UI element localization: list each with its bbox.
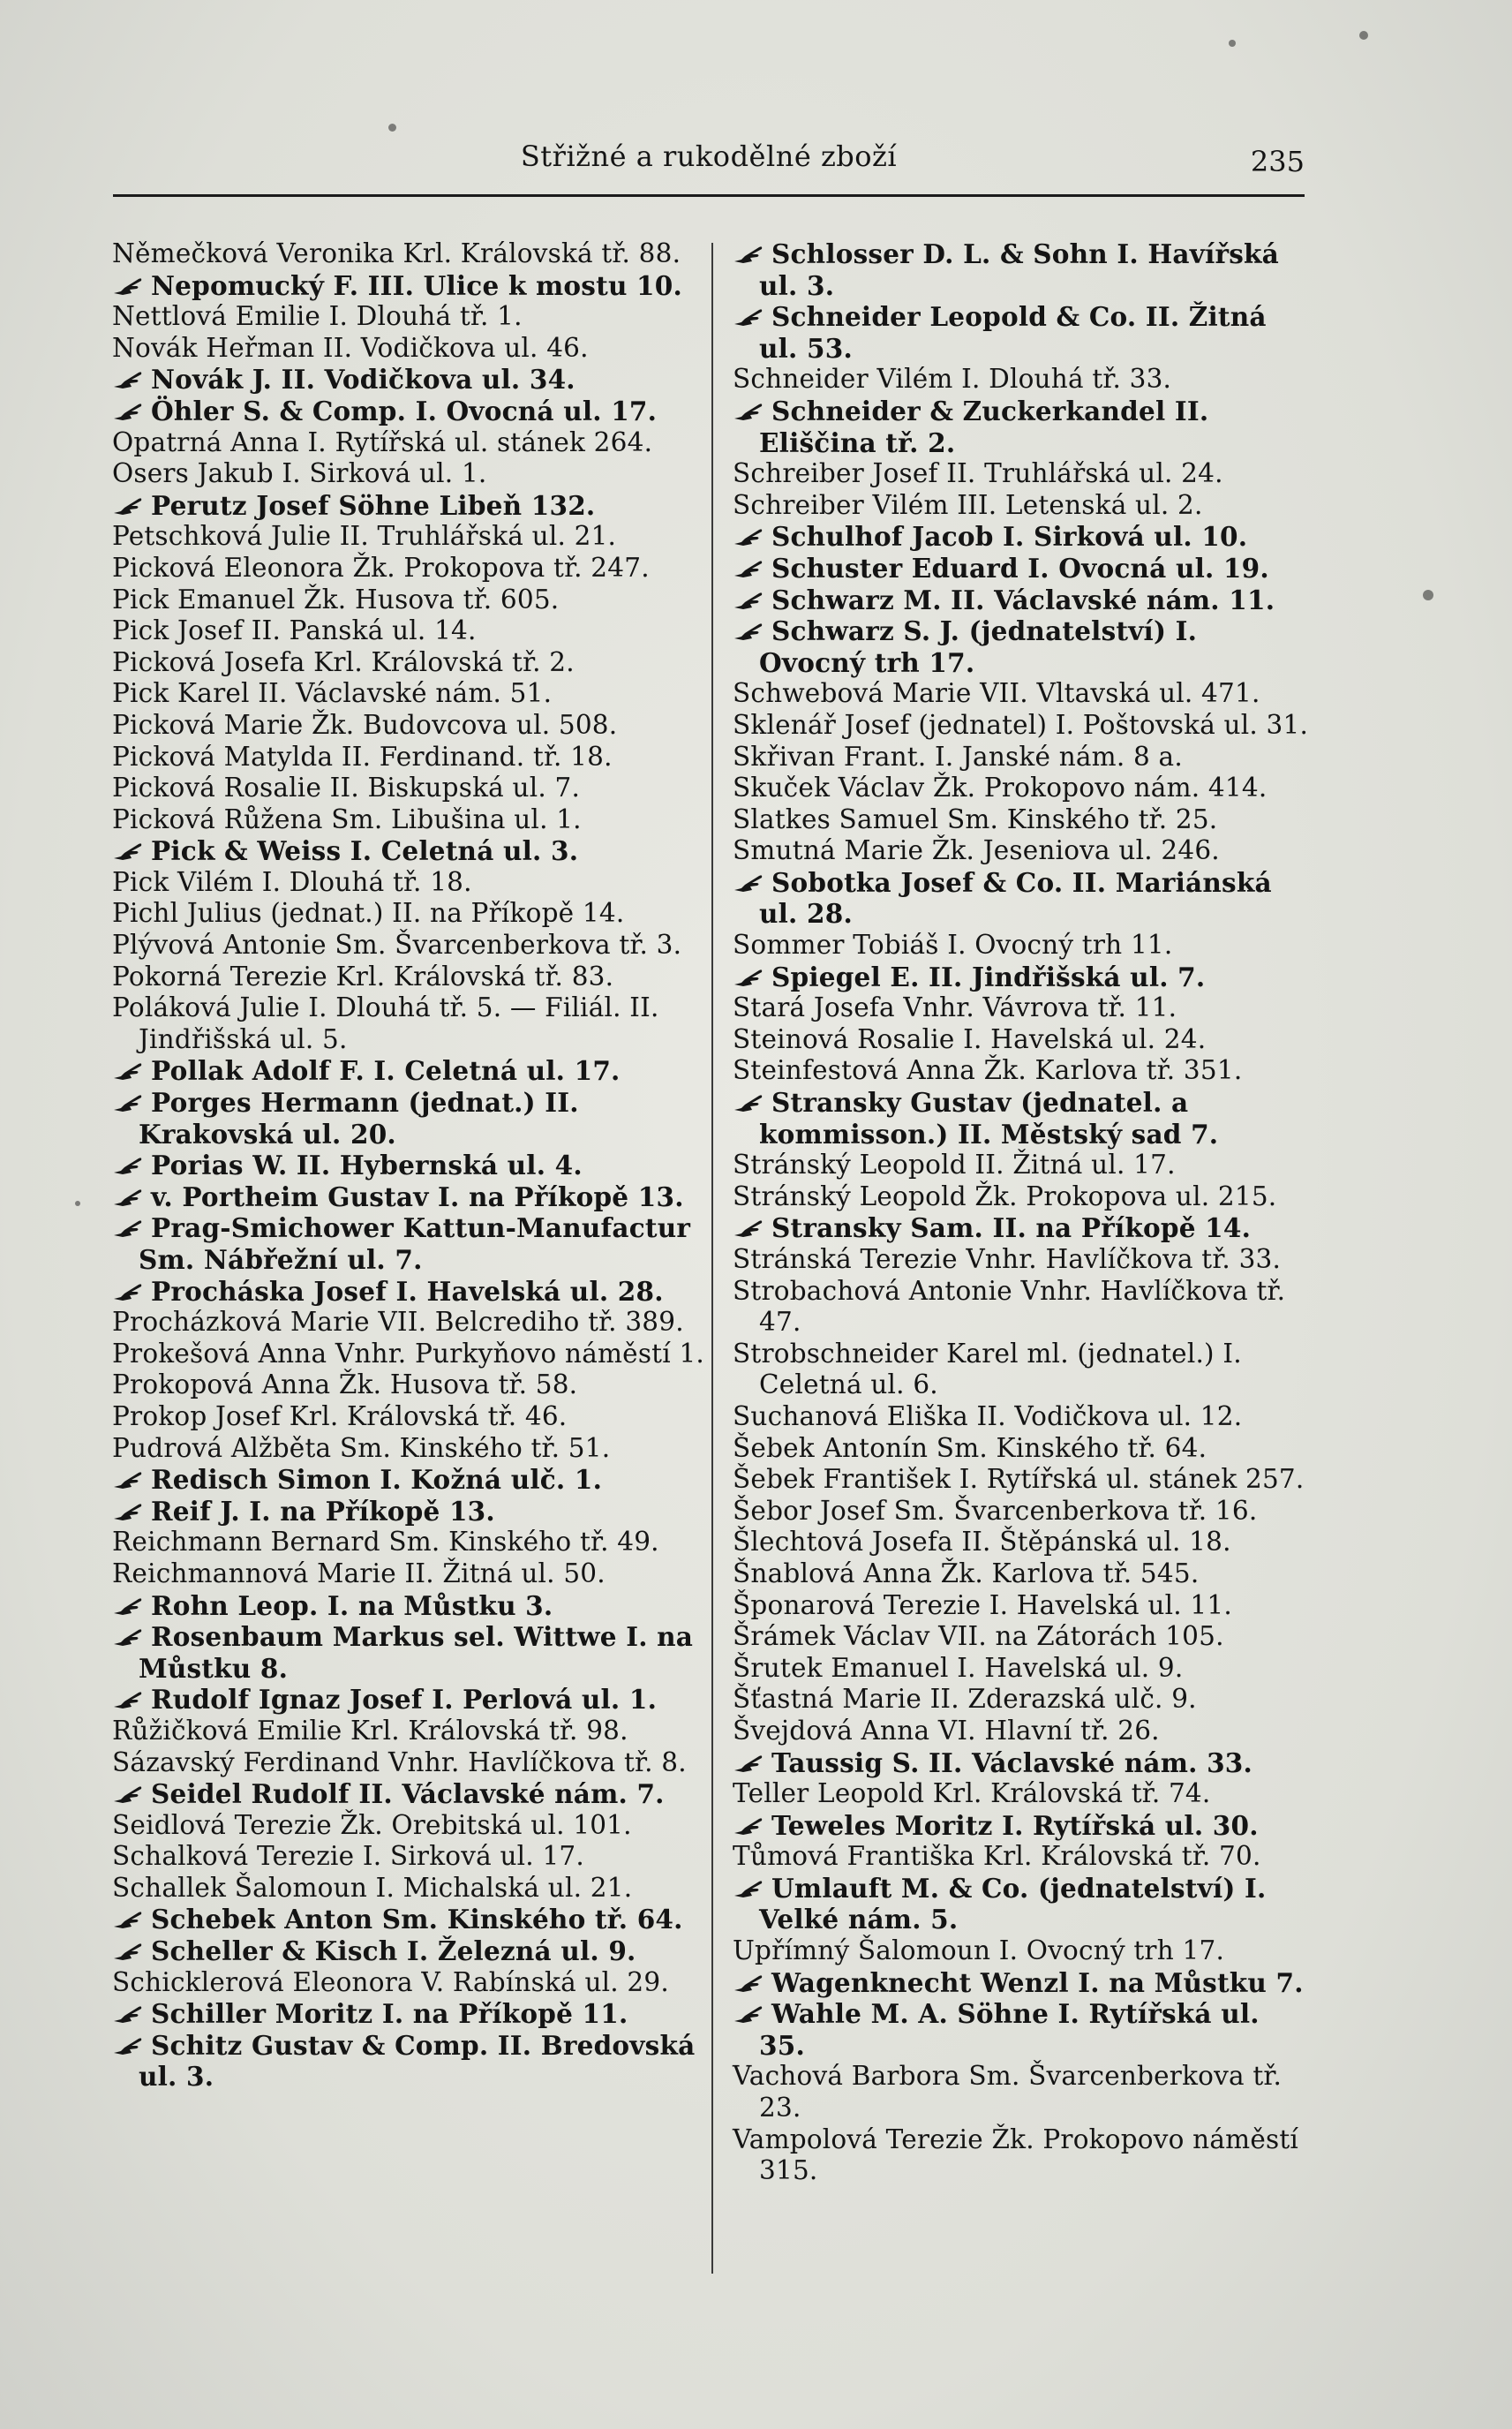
directory-entry: [112, 835, 708, 867]
entry-text: Rosenbaum Markus sel. Wittwe I. na Můstku 8.: [139, 1621, 694, 1684]
pointing-hand-icon: [112, 1060, 146, 1082]
directory-entry: [112, 1998, 708, 2030]
directory-entry: [112, 992, 708, 1055]
entry-text: Skuček Václav Žk. Prokopovo nám. 414.: [733, 773, 1268, 803]
pointing-hand-icon: [112, 1595, 146, 1617]
pointing-hand-icon: [112, 1941, 146, 1962]
entry-text: Sázavský Ferdinand Vnhr. Havlíčkova tř. 8.: [112, 1746, 687, 1777]
directory-entry: [112, 521, 708, 553]
entry-text: Osers Jakub I. Sirková ul. 1.: [112, 458, 487, 489]
entry-text: Pudrová Alžběta Sm. Kinského tř. 51.: [112, 1432, 611, 1463]
entry-text: Šrutek Emanuel I. Havelská ul. 9.: [733, 1652, 1184, 1683]
entry-text: Petschková Julie II. Truhlářská ul. 21.: [112, 521, 617, 552]
entry-text: Schulhof Jacob I. Sirková ul. 10.: [771, 521, 1248, 553]
entry-text: Smutná Marie Žk. Jeseniova ul. 246.: [733, 835, 1220, 866]
directory-entry: [733, 458, 1311, 490]
page-header: [113, 132, 1305, 197]
directory-entry: [733, 301, 1311, 364]
entry-text: Schneider Leopold & Co. II. Žitná ul. 53.: [759, 301, 1267, 364]
entry-text: Reichmannová Marie II. Žitná ul. 50.: [112, 1558, 606, 1588]
directory-entry: [733, 1181, 1311, 1213]
directory-entry: [733, 1716, 1311, 1747]
directory-entry: [112, 1276, 708, 1308]
directory-entry: [733, 1841, 1311, 1873]
directory-entry: [112, 427, 708, 459]
entry-text: Schreiber Vilém III. Letenská ul. 2.: [733, 489, 1203, 520]
entry-text: Pick Vilém I. Dlouhá tř. 18.: [112, 866, 472, 897]
directory-entry: [733, 1873, 1311, 1935]
entry-text: Strobachová Antonie Vnhr. Havlíčkova tř. 47.: [733, 1275, 1286, 1338]
entry-text: Picková Matylda II. Ferdinand. tř. 18.: [112, 741, 613, 772]
directory-entry: [112, 301, 708, 333]
directory-entry: [112, 458, 708, 490]
page-number: 235: [1250, 145, 1305, 178]
directory-entry: [112, 615, 708, 647]
directory-entry: [112, 930, 708, 962]
print-speck: [75, 1201, 80, 1206]
entry-text: Reichmann Bernard Sm. Kinského tř. 49.: [112, 1527, 659, 1558]
directory-entry: [733, 1747, 1311, 1779]
directory-entry: [112, 1778, 708, 1810]
directory-entry: [733, 1055, 1311, 1087]
directory-entry: [733, 930, 1311, 962]
directory-entry: [112, 773, 708, 804]
directory-entry: [733, 867, 1311, 930]
directory-entry: [733, 773, 1311, 804]
entry-text: Schwebová Marie VII. Vltavská ul. 471.: [733, 678, 1260, 709]
directory-entry: [733, 1496, 1311, 1528]
pointing-hand-icon: [112, 1218, 146, 1239]
entry-text: Nepomucký F. III. Ulice k mostu 10.: [151, 269, 682, 301]
pointing-hand-icon: [733, 401, 766, 422]
directory-entry: [112, 333, 708, 365]
entry-text: Růžičková Emilie Krl. Královská tř. 98.: [112, 1715, 628, 1746]
print-speck: [388, 124, 396, 132]
entry-text: Teller Leopold Krl. Královská tř. 74.: [733, 1778, 1211, 1809]
directory-entry: [112, 1307, 708, 1339]
directory-entry: [112, 1339, 708, 1370]
entry-text: Schuster Eduard I. Ovocná ul. 19.: [771, 552, 1269, 584]
directory-entry: [112, 1558, 708, 1590]
entry-text: Picková Marie Žk. Budovcova ul. 508.: [112, 709, 618, 740]
directory-entry: [112, 1212, 708, 1275]
entry-text: Plývová Antonie Sm. Švarcenberkova tř. 3.: [112, 930, 682, 961]
directory-entry: [112, 1810, 708, 1842]
page-title: Střižné a rukodělné zboží: [520, 140, 898, 173]
entry-text: Šebek Antonín Sm. Kinského tř. 64.: [733, 1432, 1207, 1463]
entry-text: Šlechtová Josefa II. Štěpánská ul. 18.: [733, 1527, 1231, 1558]
pointing-hand-icon: [112, 1469, 146, 1490]
entry-text: Schalková Terezie I. Sirková ul. 17.: [112, 1841, 584, 1872]
entry-text: Schneider & Zuckerkandel II. Eliščina tř. 2.: [759, 395, 1209, 458]
directory-entry: [733, 1684, 1311, 1716]
pointing-hand-icon: [112, 369, 146, 390]
entry-text: Opatrná Anna I. Rytířská ul. stánek 264.: [112, 426, 653, 457]
directory-entry: [733, 1590, 1311, 1622]
entry-text: Rudolf Ignaz Josef I. Perlová ul. 1.: [151, 1684, 658, 1716]
entry-text: Schallek Šalomoun I. Michalská ul. 21.: [112, 1872, 633, 1903]
directory-entry: [112, 1433, 708, 1465]
directory-entry: [112, 804, 708, 836]
pointing-hand-icon: [733, 306, 766, 328]
directory-entry: [733, 1810, 1311, 1842]
print-speck: [1423, 590, 1433, 600]
entry-text: Sommer Tobiáš I. Ovocný trh 11.: [733, 930, 1173, 961]
entry-text: Umlauft M. & Co. (jednatelství) I. Velké nám. 5.: [759, 1872, 1267, 1935]
entry-text: Poláková Julie I. Dlouhá tř. 5. — Filiál. II. Jindřišská ul. 5.: [112, 992, 659, 1054]
entry-text: Šrámek Václav VII. na Zátorách 105.: [733, 1621, 1224, 1652]
entry-text: Šnablová Anna Žk. Karlova tř. 545.: [733, 1558, 1200, 1588]
entry-text: Suchanová Eliška II. Vodičkova ul. 12.: [733, 1400, 1243, 1431]
entry-text: Picková Eleonora Žk. Prokopova tř. 247.: [112, 552, 650, 583]
directory-entry: [733, 1276, 1311, 1339]
entry-text: Stránská Terezie Vnhr. Havlíčkova tř. 33.: [733, 1244, 1282, 1274]
pointing-hand-icon: [112, 841, 146, 862]
entry-text: Schreiber Josef II. Truhlářská ul. 24.: [733, 458, 1223, 489]
pointing-hand-icon: [733, 244, 766, 265]
print-speck: [1229, 40, 1236, 47]
directory-entry: [112, 1935, 708, 1967]
directory-entry: [112, 1369, 708, 1401]
directory-entry: [112, 553, 708, 585]
directory-entry: [733, 553, 1311, 585]
directory-entry: [112, 1967, 708, 1999]
entry-text: Picková Rosalie II. Biskupská ul. 7.: [112, 773, 581, 803]
entry-text: Teweles Moritz I. Rytířská ul. 30.: [771, 1809, 1259, 1841]
entry-text: Picková Růžena Sm. Libušina ul. 1.: [112, 803, 582, 834]
entry-text: Němečková Veronika Krl. Královská tř. 88.: [112, 238, 681, 268]
entry-text: Tůmová Františka Krl. Královská tř. 70.: [733, 1841, 1261, 1872]
entry-text: Seidlová Terezie Žk. Orebitská ul. 101.: [112, 1809, 632, 1840]
directory-entry: [112, 1150, 708, 1181]
directory-entry: [112, 1904, 708, 1935]
directory-entry: [733, 1778, 1311, 1810]
pointing-hand-icon: [112, 1689, 146, 1710]
directory-entry: [733, 615, 1311, 678]
entry-text: Wahle M. A. Söhne I. Rytířská ul. 35.: [759, 1998, 1260, 2061]
entry-text: Schwarz S. J. (jednatelství) I. Ovocný trh 17.: [759, 615, 1198, 678]
directory-entry: [112, 1496, 708, 1528]
pointing-hand-icon: [112, 1281, 146, 1302]
entry-text: Šebor Josef Sm. Švarcenberkova tř. 16.: [733, 1495, 1258, 1526]
directory-entry: [112, 1621, 708, 1684]
directory-entry: [112, 1464, 708, 1496]
directory-entry: [112, 1590, 708, 1622]
directory-entry: [733, 490, 1311, 522]
directory-entry: [733, 742, 1311, 773]
directory-entry: [112, 647, 708, 679]
entry-text: Prag-Smichower Kattun-Manufactur Sm. Nábřežní ul. 7.: [139, 1212, 691, 1275]
entry-text: Pollak Adolf F. I. Celetná ul. 17.: [151, 1055, 621, 1087]
entry-text: Pichl Julius (jednat.) II. na Příkopě 14.: [112, 898, 625, 929]
directory-entry: [733, 1401, 1311, 1433]
entry-text: Stránský Leopold II. Žitná ul. 17.: [733, 1150, 1176, 1181]
entry-text: Strobschneider Karel ml. (jednatel.) I. Celetná ul. 6.: [733, 1338, 1242, 1400]
entry-text: Skřivan Frant. I. Janské nám. 8 a.: [733, 741, 1183, 772]
directory-entry: [733, 1558, 1311, 1590]
directory-entry: [733, 710, 1311, 742]
pointing-hand-icon: [112, 1092, 146, 1113]
directory-entry: [112, 1747, 708, 1779]
entry-text: Novák J. II. Vodičkova ul. 34.: [151, 364, 575, 396]
entry-text: Taussig S. II. Václavské nám. 33.: [771, 1746, 1252, 1778]
entry-text: Stránský Leopold Žk. Prokopova ul. 215.: [733, 1181, 1277, 1211]
directory-entry: [733, 1621, 1311, 1653]
directory-entry: [733, 2061, 1311, 2123]
entry-text: Vachová Barbora Sm. Švarcenberkova tř. 23.: [733, 2061, 1283, 2123]
directory-entry: [112, 1055, 708, 1087]
directory-entry: [733, 1339, 1311, 1401]
directory-entry: [112, 678, 708, 710]
entry-text: Schwarz M. II. Václavské nám. 11.: [771, 584, 1275, 615]
entry-text: Redisch Simon I. Kožná ulč. 1.: [151, 1464, 603, 1496]
entry-text: Švejdová Anna VI. Hlavní tř. 26.: [733, 1715, 1160, 1746]
directory-entry: [733, 835, 1311, 867]
directory-entry: [733, 2124, 1311, 2187]
directory-entry: [112, 585, 708, 616]
pointing-hand-icon: [112, 495, 146, 517]
pointing-hand-icon: [112, 1784, 146, 1805]
pointing-hand-icon: [733, 1218, 766, 1239]
entry-text: Pick Karel II. Václavské nám. 51.: [112, 678, 553, 709]
pointing-hand-icon: [112, 2035, 146, 2056]
entry-text: Pick Josef II. Panská ul. 14.: [112, 615, 477, 646]
entry-text: Pokorná Terezie Krl. Královská tř. 83.: [112, 961, 614, 992]
pointing-hand-icon: [733, 621, 766, 642]
directory-entry: [733, 1998, 1311, 2061]
pointing-hand-icon: [733, 526, 766, 547]
entry-text: Procháska Josef I. Havelská ul. 28.: [151, 1275, 664, 1307]
directory-entry: [733, 1150, 1311, 1181]
directory-entry: [112, 1401, 708, 1433]
entry-text: Spiegel E. II. Jindřišská ul. 7.: [771, 961, 1206, 992]
directory-entry: [112, 364, 708, 396]
entry-text: Schebek Anton Sm. Kinského tř. 64.: [151, 1904, 683, 1935]
entry-text: Steinfestová Anna Žk. Karlova tř. 351.: [733, 1055, 1243, 1086]
entry-text: Šponarová Terezie I. Havelská ul. 11.: [733, 1589, 1232, 1620]
directory-entry: [733, 1653, 1311, 1685]
entry-text: Stransky Gustav (jednatel. a kommisson.) II. Městský sad 7.: [759, 1087, 1219, 1150]
entry-text: Procházková Marie VII. Belcrediho tř. 389.: [112, 1307, 684, 1338]
entry-text: Schlosser D. L. & Sohn I. Havířská ul. 3.: [759, 238, 1279, 301]
directory-entry: [112, 490, 708, 522]
pointing-hand-icon: [112, 1501, 146, 1522]
column-divider: [711, 243, 713, 2274]
directory-entry: [733, 1935, 1311, 1967]
pointing-hand-icon: [733, 1973, 766, 1994]
directory-entry: [112, 867, 708, 899]
pointing-hand-icon: [733, 967, 766, 988]
entry-text: Reif J. I. na Příkopě 13.: [151, 1495, 495, 1527]
directory-entry: [112, 270, 708, 302]
directory-entry: [733, 238, 1311, 301]
entry-text: Rohn Leop. I. na Můstku 3.: [151, 1589, 553, 1621]
directory-entry: [112, 962, 708, 993]
entry-text: Schiller Moritz I. na Příkopě 11.: [151, 1998, 628, 2030]
pointing-hand-icon: [733, 590, 766, 611]
entry-text: Nettlová Emilie I. Dlouhá tř. 1.: [112, 301, 523, 332]
pointing-hand-icon: [112, 1909, 146, 1930]
directory-entry: [733, 521, 1311, 553]
directory-entry: [733, 585, 1311, 616]
directory-entry: [112, 1873, 708, 1905]
directory-entry: [733, 364, 1311, 396]
pointing-hand-icon: [112, 275, 146, 297]
pointing-hand-icon: [733, 872, 766, 894]
pointing-hand-icon: [733, 558, 766, 579]
directory-entry: [112, 1684, 708, 1716]
directory-entry: [112, 742, 708, 773]
directory-entry: [733, 1967, 1311, 1999]
print-speck: [1359, 31, 1368, 40]
entry-text: Vampolová Terezie Žk. Prokopovo náměstí 315.: [733, 2123, 1299, 2186]
directory-entry: [733, 1024, 1311, 1056]
pointing-hand-icon: [733, 1092, 766, 1113]
entry-text: Upřímný Šalomoun I. Ovocný trh 17.: [733, 1935, 1225, 1966]
entry-text: Schitz Gustav & Comp. II. Bredovská ul. 3.: [139, 2029, 696, 2093]
pointing-hand-icon: [733, 1878, 766, 1899]
directory-entry: [733, 1212, 1311, 1244]
directory-entry: [733, 804, 1311, 836]
entry-text: Picková Josefa Krl. Královská tř. 2.: [112, 646, 575, 677]
entry-text: Prokop Josef Krl. Královská tř. 46.: [112, 1400, 568, 1431]
right-column: [733, 238, 1311, 2187]
pointing-hand-icon: [112, 2003, 146, 2025]
entry-text: Slatkes Samuel Sm. Kinského tř. 25.: [733, 803, 1218, 834]
entry-text: Sobotka Josef & Co. II. Mariánská ul. 28.: [759, 866, 1272, 930]
entry-text: Schneider Vilém I. Dlouhá tř. 33.: [733, 364, 1172, 395]
directory-entry: [112, 1527, 708, 1558]
directory-entry: [112, 396, 708, 427]
directory-entry: [733, 992, 1311, 1024]
directory-entry: [112, 710, 708, 742]
entry-text: Scheller & Kisch I. Železná ul. 9.: [151, 1935, 636, 1967]
pointing-hand-icon: [733, 2003, 766, 2025]
left-column: [112, 238, 708, 2093]
entry-text: Öhler S. & Comp. I. Ovocná ul. 17.: [151, 395, 658, 426]
entry-text: Stransky Sam. II. na Příkopě 14.: [771, 1212, 1252, 1244]
entry-text: Wagenknecht Wenzl I. na Můstku 7.: [771, 1966, 1304, 1998]
entry-text: Seidel Rudolf II. Václavské nám. 7.: [151, 1778, 665, 1810]
pointing-hand-icon: [112, 1155, 146, 1176]
entry-text: Šebek František I. Rytířská ul. stánek 257.: [733, 1464, 1305, 1495]
directory-entry: [112, 238, 708, 270]
entry-text: Steinová Rosalie I. Havelská ul. 24.: [733, 1023, 1207, 1054]
entry-text: Pick Emanuel Žk. Husova tř. 605.: [112, 584, 560, 615]
pointing-hand-icon: [112, 1187, 146, 1208]
entry-text: Pick & Weiss I. Celetná ul. 3.: [151, 835, 579, 867]
entry-text: Perutz Josef Söhne Libeň 132.: [151, 489, 596, 521]
entry-text: Schicklerová Eleonora V. Rabínská ul. 29.: [112, 1966, 669, 1997]
pointing-hand-icon: [112, 401, 146, 422]
pointing-hand-icon: [112, 1626, 146, 1648]
directory-entry: [733, 1464, 1311, 1496]
directory-entry: [733, 1527, 1311, 1558]
entry-text: Porias W. II. Hybernská ul. 4.: [151, 1150, 583, 1181]
pointing-hand-icon: [733, 1753, 766, 1774]
pointing-hand-icon: [733, 1815, 766, 1837]
entry-text: Šťastná Marie II. Zderazská ulč. 9.: [733, 1684, 1197, 1715]
entry-text: Prokopová Anna Žk. Husova tř. 58.: [112, 1369, 578, 1400]
directory-entry: [733, 1087, 1311, 1150]
directory-entry: [733, 1244, 1311, 1276]
entry-text: Novák Heřman II. Vodičkova ul. 46.: [112, 332, 589, 363]
directory-entry: [112, 1841, 708, 1873]
directory-entry: [733, 1433, 1311, 1465]
directory-entry: [112, 1181, 708, 1213]
directory-entry: [112, 898, 708, 930]
directory-entry: [112, 2030, 708, 2093]
entry-text: Stará Josefa Vnhr. Vávrova tř. 11.: [733, 992, 1177, 1023]
directory-entry: [733, 678, 1311, 710]
directory-entry: [733, 396, 1311, 458]
directory-entry: [733, 962, 1311, 993]
entry-text: Prokešová Anna Vnhr. Purkyňovo náměstí 1.: [112, 1338, 704, 1369]
entry-text: Sklenář Josef (jednatel) I. Poštovská ul. 31.: [733, 709, 1309, 740]
directory-entry: [112, 1716, 708, 1747]
directory-entry: [112, 1087, 708, 1150]
entry-text: Porges Hermann (jednat.) II. Krakovská ul. 20.: [139, 1087, 579, 1150]
entry-text: v. Portheim Gustav I. na Příkopě 13.: [151, 1181, 684, 1212]
